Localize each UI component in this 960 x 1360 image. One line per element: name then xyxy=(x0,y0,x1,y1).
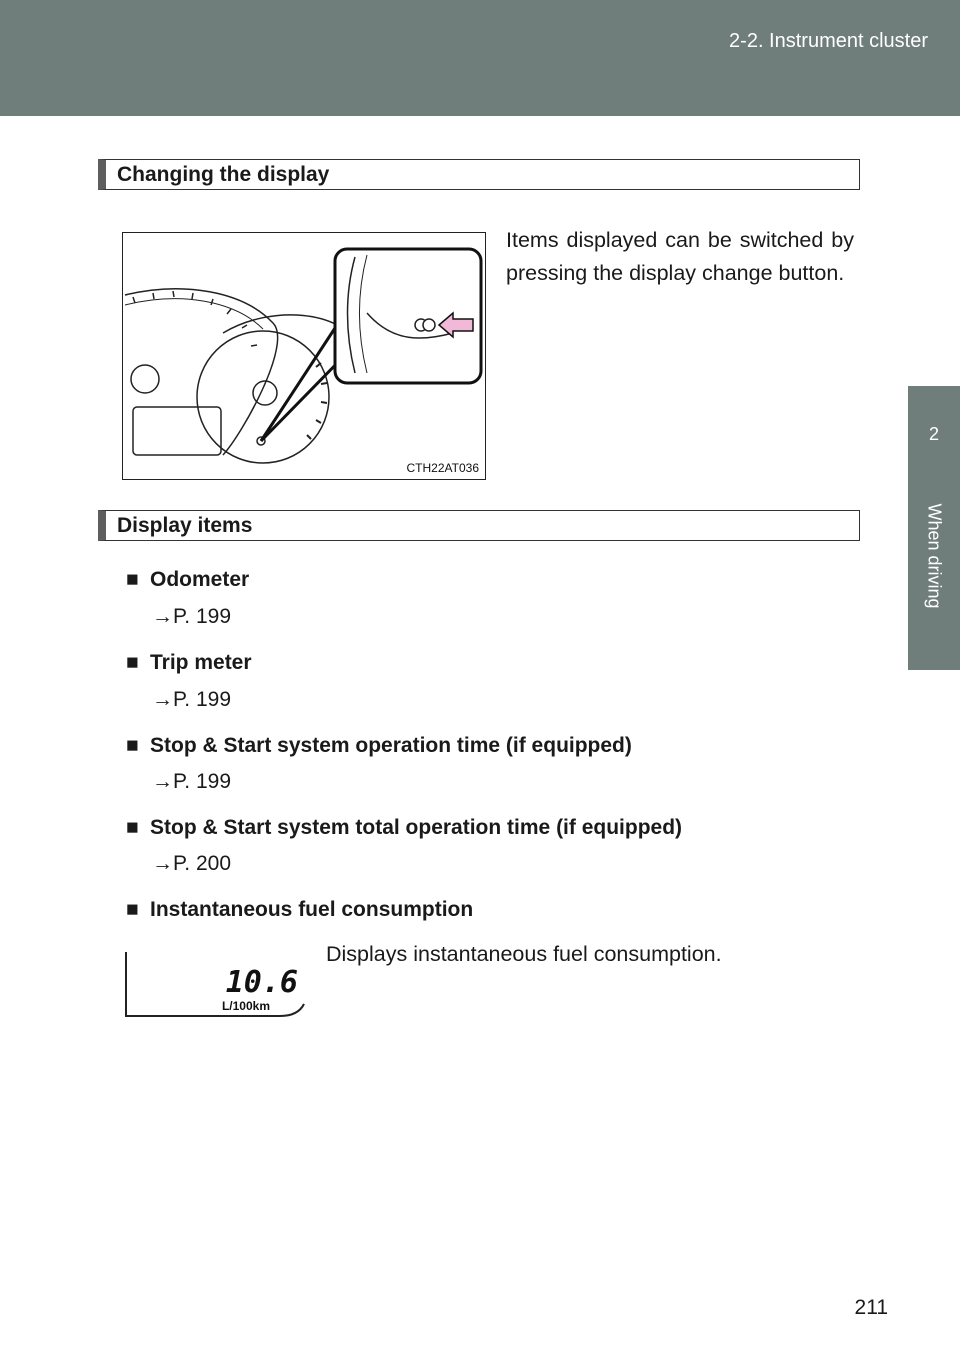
square-bullet-icon: ■ xyxy=(126,898,139,921)
intro-paragraph: Items displayed can be switched by pressing the display change button. xyxy=(506,228,854,285)
chapter-number: 2 xyxy=(928,424,939,444)
callout-box xyxy=(335,249,481,383)
lcd-drawing xyxy=(120,946,310,1024)
cluster-drawing xyxy=(123,233,486,480)
lcd-panel-icon xyxy=(133,407,221,455)
instrument-cluster-illustration xyxy=(122,232,486,480)
lcd-unit: L/100km xyxy=(221,999,270,1013)
item-heading-odometer: ■ Odometer xyxy=(126,568,250,591)
fuel-consumption-display-illustration xyxy=(120,946,310,1024)
chapter-title: 2-2. Instrument cluster xyxy=(729,30,928,52)
page-number: 211 xyxy=(854,1296,888,1319)
button-closeup-icon xyxy=(423,319,435,331)
page-reference: →P. 199 xyxy=(152,770,232,793)
section-heading-changing-display xyxy=(98,159,860,190)
item-heading-fuel-consumption: ■ Instantaneous fuel consumption xyxy=(126,898,474,921)
item-heading-trip-meter: ■ Trip meter xyxy=(126,651,252,674)
section-heading-display-items xyxy=(98,510,860,541)
square-bullet-icon: ■ xyxy=(126,734,139,757)
section-title: Changing the display xyxy=(117,163,330,186)
knob-icon xyxy=(131,365,159,393)
fuel-consumption-description: Displays instantaneous fuel consumption. xyxy=(326,942,722,966)
figure-code: CTH22AT036 xyxy=(406,461,479,475)
page-reference: →P. 199 xyxy=(152,605,232,628)
page-reference: →P. 200 xyxy=(152,852,232,875)
square-bullet-icon: ■ xyxy=(126,816,139,839)
item-heading-operation-time: ■ Stop & Start system operation time (if equipped) xyxy=(126,734,632,757)
header-bar xyxy=(0,0,960,116)
square-bullet-icon: ■ xyxy=(126,568,139,591)
square-bullet-icon: ■ xyxy=(126,651,139,674)
lcd-value: 10.6 xyxy=(225,965,298,1000)
section-title: Display items xyxy=(117,514,253,537)
chapter-side-label: When driving xyxy=(924,503,945,609)
item-heading-total-operation-time: ■ Stop & Start system total operation time (if equipped) xyxy=(126,816,683,839)
page-reference: →P. 199 xyxy=(152,688,232,711)
